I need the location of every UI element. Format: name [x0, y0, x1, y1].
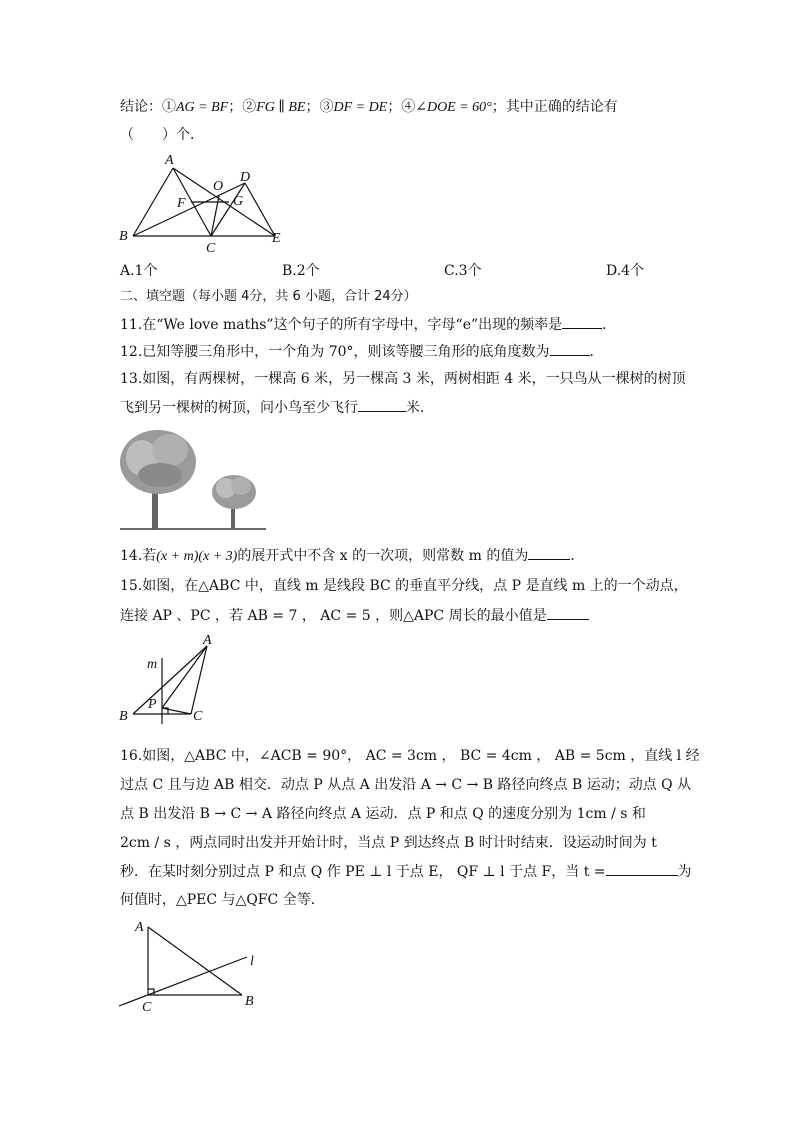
q14-end: ． [570, 548, 585, 564]
q10-c2: FG ∥ BE [256, 100, 306, 115]
q11 [120, 314, 616, 335]
q10-option-c[interactable]: C.3个 [444, 263, 482, 279]
q16-label-A: A [135, 920, 144, 935]
q15-label-A: A [203, 633, 212, 648]
q16-label-l: l [250, 954, 254, 969]
q10-line2: （ ）个． [120, 127, 204, 143]
q16-line1: 16.如图，△ABC 中，∠ACB = 90°， AC = 3cm ， BC = 4cm ， AB = 5cm ，直线 l 经 [120, 748, 700, 764]
q13-trees-figure [118, 420, 268, 532]
q11-answer-blank[interactable] [562, 314, 602, 329]
q16-line2: 过点 C 且与边 AB 相交．动点 P 从点 A 出发沿 A → C → B 路径向终点 B 运动；动点 Q 从 [120, 777, 692, 793]
q10-seg-AB [133, 168, 173, 236]
q13-text: 飞到另一棵树的树顶，问小鸟至少飞行 [120, 400, 358, 416]
q15-line2 [120, 605, 589, 626]
q10-label-C: C [206, 241, 216, 256]
q10-c1-no: ① [162, 99, 176, 115]
tall-tree-icon [120, 430, 196, 529]
q14-text-a: 14.若 [120, 548, 157, 564]
q10-c1: AG = BF [176, 100, 229, 115]
q13-line2 [120, 397, 434, 418]
q10-option-a[interactable]: A.1个 [120, 263, 158, 279]
q10-label-A: A [165, 153, 174, 168]
section-title: 二、填空题（每小题 4分，共 6 小题，合计 24分） [120, 289, 417, 304]
q16-figure [115, 915, 265, 1015]
q14-expression: (x + m)(x + 3) [156, 549, 238, 564]
q16-seg-AB [148, 927, 242, 995]
q10-c3: DF = DE [333, 100, 388, 115]
q10-c4: ∠DOE = 60° [415, 100, 492, 115]
q16-line6: 何值时，△PEC 与△QFC 全等． [120, 892, 325, 908]
q10-figure [115, 150, 295, 255]
q16-answer-blank[interactable] [606, 861, 678, 876]
q15-label-C: C [193, 709, 203, 724]
q12-end: ． [589, 344, 604, 360]
q10-c2-no: ；② [228, 99, 257, 115]
q15-line1: 15.如图，在△ABC 中，直线 m 是线段 BC 的垂直平分线，点 P 是直线 m 上的一个动点， [120, 578, 688, 594]
q10-c4-no: ；④ [387, 99, 416, 115]
q15-label-P: P [148, 697, 157, 712]
q10-seg-DE [245, 183, 275, 236]
q12-text: 12.已知等腰三角形中，一个角为 70°，则该等腰三角形的底角度数为 [120, 344, 550, 360]
q14-text-b: 的展开式中不含 x 的一次项，则常数 m 的值为 [237, 548, 529, 564]
q15-seg-AB [133, 646, 207, 714]
q16-text: 秒．在某时刻分别过点 P 和点 Q 作 PE ⊥ l 于点 E， QF ⊥ l 于点 F，当 t = [120, 864, 606, 880]
q16-label-C: C [142, 1000, 152, 1015]
q16-end: 为 [677, 864, 692, 880]
q10-label-B: B [119, 229, 128, 244]
q13-line1: 13.如图，有两棵树，一棵高 6 米，另一棵高 3 米，两树相距 4 米，一只鸟从一棵树的树顶 [120, 371, 686, 387]
q10-label-G: G [233, 194, 244, 209]
q10-option-b[interactable]: B.2个 [282, 263, 320, 279]
q12 [120, 341, 604, 362]
q16-line3: 点 B 出发沿 B → C → A 路径向终点 A 运动．点 P 和点 Q 的速度分别为 1cm / s 和 [120, 806, 646, 822]
q16-line4: 2cm / s ，两点同时出发并开始计时，当点 P 到达终点 B 时计时结束．设运动时间为 t [120, 835, 657, 851]
q15-answer-blank[interactable] [547, 605, 589, 620]
q10-suffix: ；其中正确的结论有 [491, 99, 618, 115]
q10-label-F: F [177, 196, 186, 211]
q10-prefix: 结论： [120, 99, 162, 115]
q15-label-m: m [147, 657, 158, 672]
q10-label-D: D [240, 170, 251, 185]
q15-seg-PC [162, 708, 191, 714]
q12-answer-blank[interactable] [550, 341, 590, 356]
q14 [120, 545, 584, 567]
q14-answer-blank[interactable] [528, 545, 570, 560]
q10-c3-no: ；③ [305, 99, 334, 115]
q11-end: ． [602, 317, 617, 333]
q15-text: 连接 AP 、PC ，若 AB = 7 ， AC = 5 ，则△APC 周长的最小值是 [120, 608, 547, 624]
q13-end: 米． [406, 400, 434, 416]
q16-line-l [119, 957, 247, 1006]
q15-label-B: B [119, 709, 128, 724]
q13-answer-blank[interactable] [358, 397, 406, 412]
q10-conclusion-line [120, 97, 618, 118]
q16-label-B: B [245, 994, 254, 1009]
q10-label-E: E [272, 231, 281, 246]
q16-line5 [120, 861, 692, 882]
q15-figure [115, 630, 220, 725]
q10-option-d[interactable]: D.4个 [606, 263, 645, 279]
short-tree-icon [212, 475, 256, 528]
q11-text: 11.在“We love maths”这个句子的所有字母中，字母“e”出现的频率是 [120, 317, 563, 333]
q10-label-O: O [213, 179, 224, 194]
